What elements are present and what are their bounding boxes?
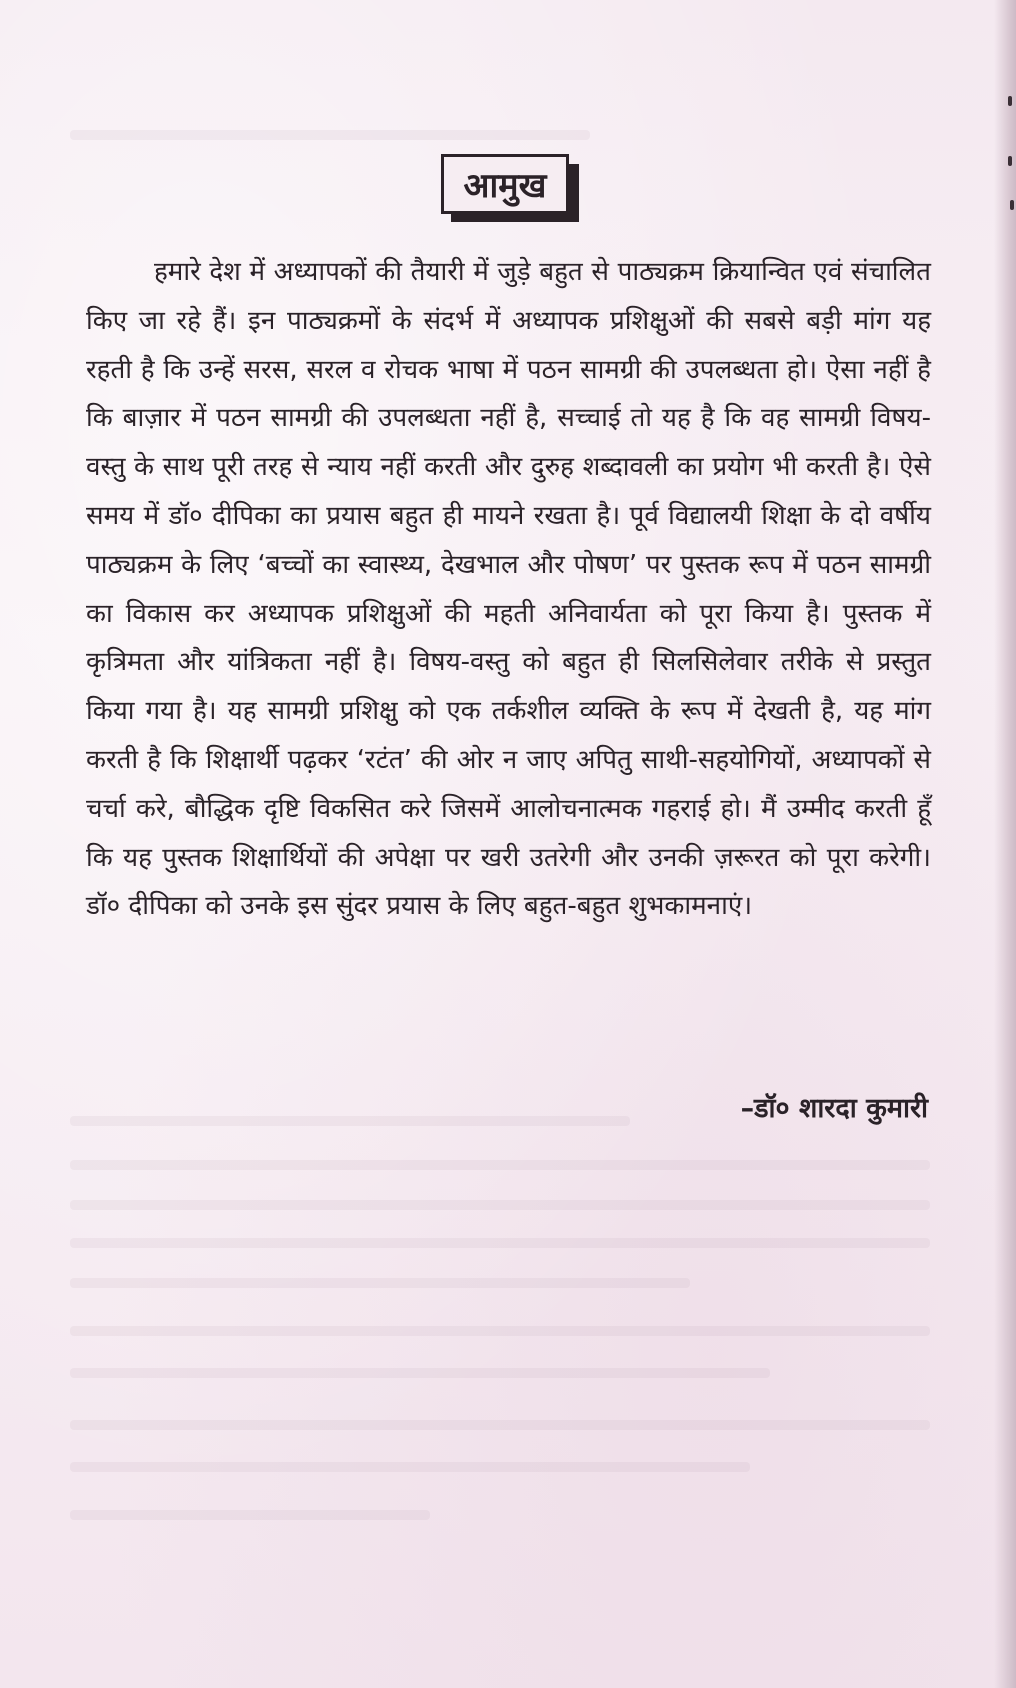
page-title: आमुख bbox=[441, 154, 569, 214]
author-signature: –डॉ० शारदा कुमारी bbox=[740, 1093, 928, 1124]
ink-speck bbox=[1008, 96, 1012, 106]
show-through-text bbox=[70, 130, 590, 140]
show-through-text bbox=[70, 1200, 930, 1210]
ink-speck bbox=[1008, 156, 1012, 166]
show-through-text bbox=[70, 1238, 930, 1248]
show-through-text bbox=[70, 1510, 430, 1520]
ink-speck bbox=[1010, 200, 1014, 210]
heading-frame bbox=[441, 154, 581, 224]
show-through-text bbox=[70, 1278, 690, 1288]
page-edge-shadow bbox=[994, 0, 1016, 1688]
show-through-text bbox=[70, 1160, 930, 1170]
show-through-text bbox=[70, 1420, 930, 1430]
show-through-text bbox=[70, 1462, 750, 1472]
show-through-text bbox=[70, 1116, 630, 1126]
foreword-paragraph: हमारे देश में अध्यापकों की तैयारी में जुड़े बहुत से पाठ्यक्रम क्रियान्वित एवं संचालित किए जा रहे हैं। इन पाठ्यक्रमों के संदर्भ में अध्यापक प्रशिक्षुओं की सबसे बड़ी मांग यह रहती है कि उन्हें सरस, सरल व रोचक भाषा में पठन सामग्री की उपलब्धता हो। ऐसा नहीं है कि बाज़ार में पठन सामग्री की उपलब्धता नहीं है, सच्चाई तो यह है कि वह सामग्री विषय-वस्तु के साथ पूरी तरह से न्याय नहीं करती और दुरुह शब्दावली का प्रयोग भी करती है। ऐसे समय में डॉ० दीपिका का प्रयास बहुत ही मायने रखता है। पूर्व विद्यालयी शिक्षा के दो वर्षीय पाठ्यक्रम के लिए ‘बच्चों का स्वास्थ्य, देखभाल और पोषण’ पर पुस्तक रूप में पठन सामग्री का विकास कर अध्यापक प्रशिक्षुओं की महती अनिवार्यता को पूरा किया है। पुस्तक में कृत्रिमता और यांत्रिकता नहीं है। विषय-वस्तु को बहुत ही सिलसिलेवार तरीके से प्रस्तुत किया गया है। यह सामग्री प्रशिक्षु को एक तर्कशील व्यक्ति के रूप में देखती है, यह मांग करती है कि शिक्षार्थी पढ़कर ‘रटंत’ की ओर न जाए अपितु साथी-सहयोगियों, अध्यापकों से चर्चा करे, बौद्धिक दृष्टि विकसित करे जिसमें आलोचनात्मक गहराई हो। मैं उम्मीद करती हूँ कि यह पुस्तक शिक्षार्थियों की अपेक्षा पर खरी उतरेगी और उनकी ज़रूरत को पूरा करेगी। डॉ० दीपिका को उनके इस सुंदर प्रयास के लिए बहुत-बहुत शुभकामनाएं। bbox=[86, 257, 931, 922]
show-through-text bbox=[70, 1326, 930, 1336]
show-through-text bbox=[70, 1368, 770, 1378]
